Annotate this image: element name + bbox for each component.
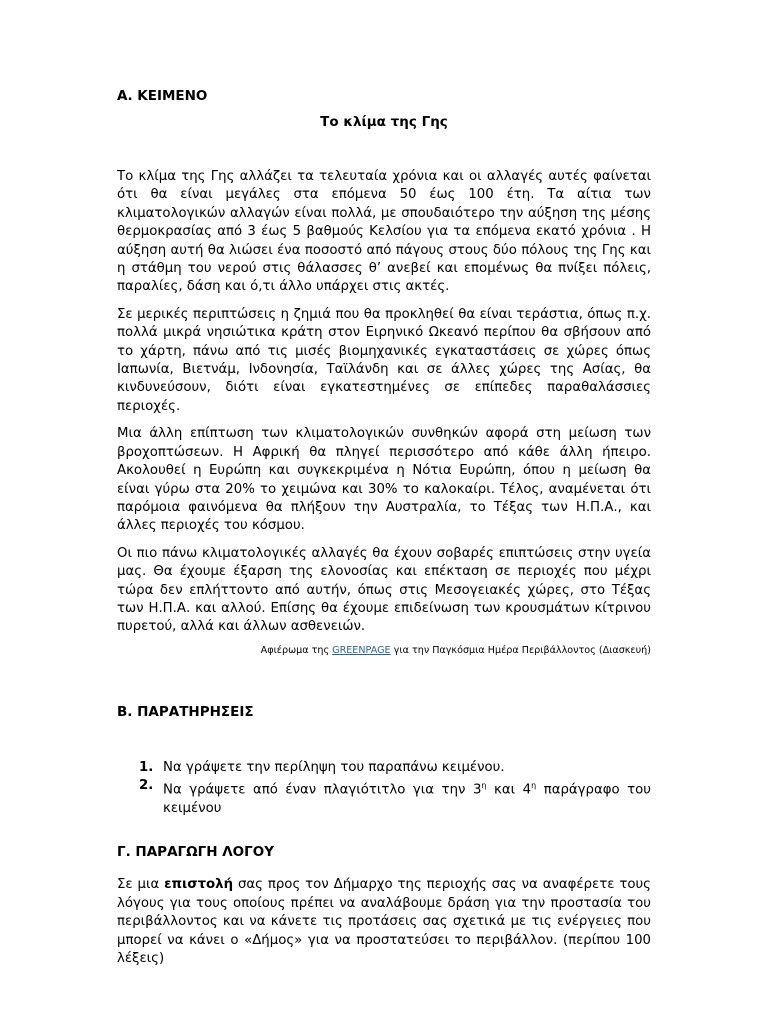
task-text: Να γράψετε την περίληψη του παραπάνω κειμένου. (163, 759, 505, 775)
writing-task (117, 876, 651, 968)
task-text-part: και 4 (486, 782, 532, 798)
task-text-part: Να γράψετε από έναν πλαγιότιτλο για την 3 (163, 782, 482, 798)
task-list (117, 759, 651, 819)
paragraph-3: Μια άλλη επίπτωση των κλιματολογικών συνθηκών αφορά στη μείωση των βροχοπτώσεων. Η Αφρική θα πληγεί περισσότερο από κάθε άλλη ήπειρο. Ακολουθεί η Ευρώπη και συγκεκριμένα η Νότια Ευρώπη, όπου η μείωση θα είναι γύρω στα 20% το χειμώνα και 30% το καλοκαίρι. Τέλος, αναμένεται ότι παρόμοια φαινόμενα θα πλήξουν την Αυστραλία, το Τέξας των Η.Π.Α., και άλλες περιοχές του κόσμου. (117, 426, 651, 534)
paragraph-1: Το κλίμα της Γης αλλάζει τα τελευταία χρόνια και οι αλλαγές αυτές φαίνεται ότι θα είναι μεγάλες στα επόμενα 50 έως 100 έτη. Τα αίτια των κλιματολογικών αλλαγών είναι πολλά, με σπουδαιότερο την αύξηση της μέσης θερμοκρασίας από 3 έως 5 βαθμούς Κελσίου για τα επόμενα εκατό χρόνια . Η αύξηση αυτή θα λιώσει ένα ποσοστό από πάγους στους δύο πόλους της Γης και η στάθμη του νερού στις θάλασσες θ’ ανεβεί και επομένως θα πνίξει πόλεις, παραλίες, δάση και ό,τι άλλο υπάρχει στις ακτές. (117, 169, 651, 295)
writing-task-text: σας προς τον Δήμαρχο της περιοχής σας να αναφέρετε τους λόγους για τους οποίους πρέπει να αναλάβουμε δράση για την προστασία του περιβάλλοντος και να κάνετε τις προτάσεις σας σχετικά με τις ενέργειες που μπορεί να κάνει ο «Δήμος» για να προστατεύσει το περιβάλλον. (περίπου 100 λέξεις) (117, 877, 651, 967)
source-prefix: Αφιέρωμα της (260, 644, 333, 656)
document-body (117, 86, 651, 977)
ordinal-superscript: η (481, 781, 487, 791)
task-item-1 (117, 759, 651, 777)
section-c-heading: Γ. ΠΑΡΑΓΩΓΗ ΛΟΓΟΥ (117, 844, 274, 861)
section-a-heading: Α. ΚΕΙΜΕΝΟ (117, 88, 208, 104)
task-number: 2. (139, 778, 154, 794)
source-note (117, 644, 651, 658)
ordinal-superscript: η (531, 781, 537, 791)
greenpage-link[interactable]: GREENPAGE (332, 644, 391, 656)
text-title: Το κλίμα της Γης (320, 114, 448, 130)
writing-task-emphasis: επιστολή (164, 877, 234, 893)
task-text-part: παράγραφο του κειμένου (163, 782, 652, 816)
source-suffix: για την Παγκόσμια Ημέρα Περιβάλλοντος (Διασκευή) (390, 644, 651, 656)
task-number: 1. (139, 759, 154, 775)
paragraph-2: Σε μερικές περιπτώσεις η ζημιά που θα προκληθεί θα είναι τεράστια, όπως π.χ. πολλά μικρά νησιώτικα κράτη στον Ειρηνικό Ωκεανό περίπου θα σβήσουν από το χάρτη, πάνω από τις μισές βιομηχανικές εγκαταστάσεις σε χώρες όπως Ιαπωνία, Βιετνάμ, Ινδονησία, Ταϊλάνδη και σε άλλες χώρες της Ασίας, θα κινδυνεύσουν, διότι είναι εγκατεστημένες σε επίπεδες παραθαλάσσιες περιοχές. (117, 306, 651, 414)
paragraph-4: Οι πιο πάνω κλιματολογικές αλλαγές θα έχουν σοβαρές επιπτώσεις στην υγεία μας. Θα έχουμε έξαρση της ελονοσίας και επέκταση σε περιοχές που μέχρι τώρα δεν επλήττοντο από αυτήν, όπως στις Μεσογειακές χώρες, στο Τέξας των Η.Π.Α. και αλλού. Επίσης θα έχουμε επιδείνωση των κρουσμάτων κίτρινου πυρετού, αλλά και άλλων ασθενειών. (117, 545, 651, 635)
section-b-heading: Β. ΠΑΡΑΤΗΡΗΣΕΙΣ (117, 703, 254, 720)
task-item-2 (117, 777, 651, 818)
writing-task-text: Σε μια (117, 877, 165, 893)
